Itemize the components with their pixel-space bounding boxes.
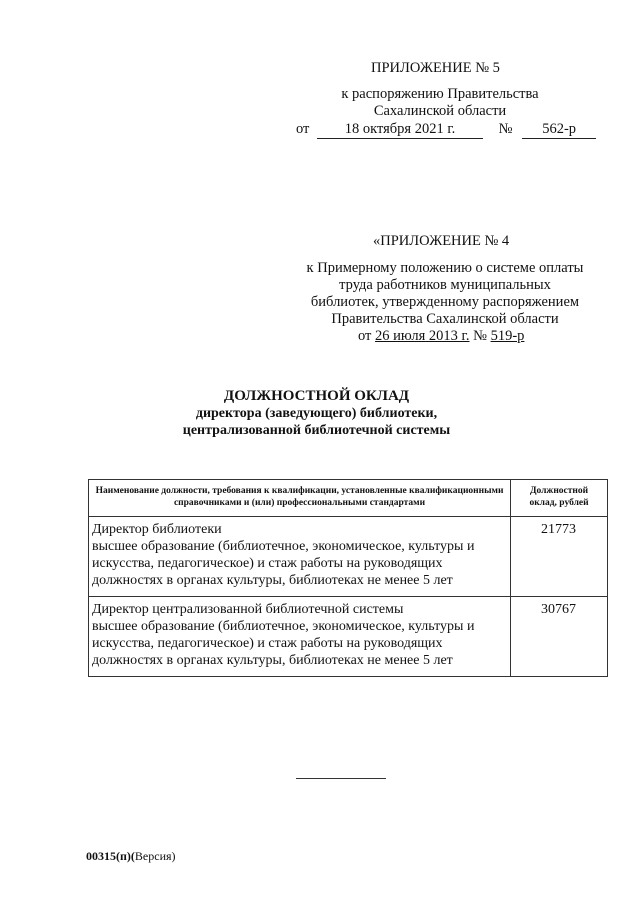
- appendix4-date: 26 июля 2013 г.: [375, 328, 470, 344]
- appendix4-line4: Правительства Сахалинской области: [331, 311, 559, 327]
- footer-doc-code: 00315(п)(: [86, 849, 135, 863]
- appendix4-from-label: от: [358, 328, 372, 344]
- position-name: Директор библиотеки: [92, 521, 222, 537]
- table-header-row: [89, 480, 608, 517]
- footer-version: Версия): [134, 849, 176, 863]
- heading-sub1: директора (заведующего) библиотеки,: [195, 406, 438, 421]
- header-position-requirements: Наименование должности, требования к квалификации, установленные квалификационными справочниками и (или) профессиональными стандартами: [89, 480, 511, 517]
- appendix4-number: 519-р: [490, 328, 525, 344]
- appendix4-line3: библиотек, утвержденному распоряжением: [310, 294, 580, 310]
- appendix5-date: 18 октября 2021 г.: [317, 121, 483, 139]
- appendix4-number-label: №: [473, 328, 487, 344]
- appendix5-line2: Сахалинской области: [373, 103, 507, 119]
- table-cell-salary: 21773: [511, 516, 608, 596]
- appendix5-line1: к распоряжению Правительства: [341, 86, 539, 102]
- appendix4-line1: к Примерному положению о системе оплаты: [306, 260, 584, 276]
- appendix4-title: «ПРИЛОЖЕНИЕ № 4: [373, 233, 510, 249]
- closing-divider: [296, 778, 386, 779]
- header-salary: Должностной оклад, рублей: [511, 480, 608, 517]
- position-name: Директор централизованной библиотечной системы: [92, 601, 404, 617]
- table-row: [89, 596, 608, 676]
- appendix4-date-row: [358, 328, 524, 345]
- heading-sub2: централизованной библиотечной системы: [182, 423, 451, 438]
- table-cell-position: [89, 596, 511, 676]
- position-requirements: высшее образование (библиотечное, экономическое, культуры и искусства, педагогическое) и стаж работы на руководящих должностях в органах культуры, библиотеках не менее 5 лет: [92, 618, 475, 668]
- salary-table: [88, 479, 608, 677]
- appendix5-title: ПРИЛОЖЕНИЕ № 5: [371, 60, 500, 76]
- table-row: [89, 516, 608, 596]
- table-cell-position: [89, 516, 511, 596]
- appendix5-number-label: №: [498, 121, 513, 137]
- heading-main: ДОЛЖНОСТНОЙ ОКЛАД: [223, 388, 410, 404]
- appendix5-date-row: [296, 121, 596, 139]
- footer-code: [86, 849, 176, 864]
- appendix5-number: 562-р: [522, 121, 596, 139]
- position-requirements: высшее образование (библиотечное, экономическое, культуры и искусства, педагогическое) и стаж работы на руководящих должностях в органах культуры, библиотеках не менее 5 лет: [92, 538, 475, 588]
- table-cell-salary: 30767: [511, 596, 608, 676]
- appendix5-from-label: от: [296, 121, 310, 137]
- appendix4-line2: труда работников муниципальных: [339, 277, 551, 293]
